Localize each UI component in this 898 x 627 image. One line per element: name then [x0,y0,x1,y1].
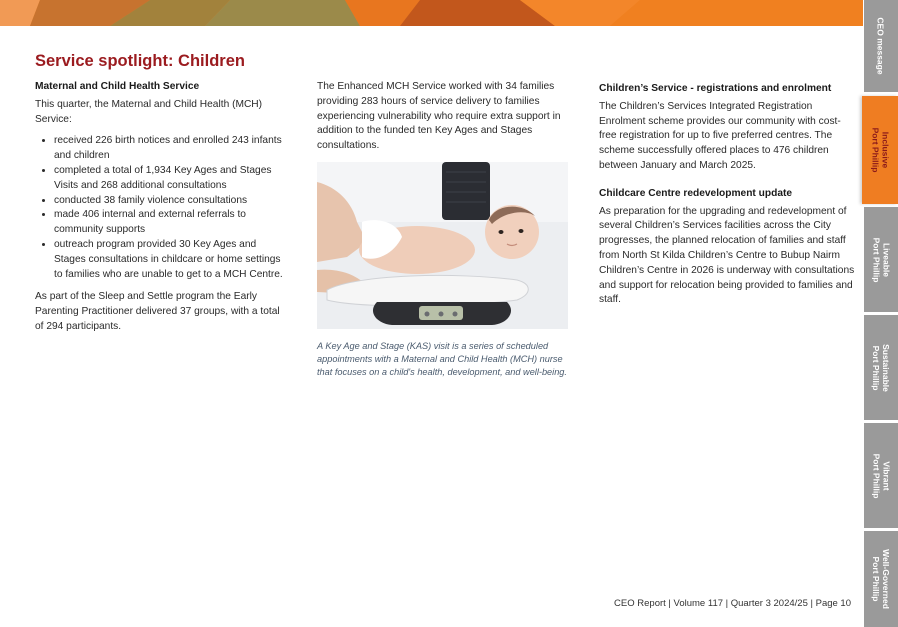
mch-bullet-key-ages-visits: • completed a total of 1,934 Key Ages and Stages Visits and 268 additional consultations [54,164,285,194]
enhanced-mch-paragraph: The Enhanced MCH Service worked with 34 families providing 283 hours of service delivery to families experiencing vulnerability who require extra support in addition to the funded ten Key Ages and Stages consultations. [317,81,561,152]
banner-graphic [0,0,872,26]
redevelopment-heading: Childcare Centre redevelopment update [599,187,793,199]
mch-bullet-list [35,134,285,282]
baby-on-scale-photo [317,162,568,329]
mch-intro: This quarter, the Maternal and Child Health (MCH) Service: [35,98,263,125]
keyboard-icon [442,162,490,220]
photo-caption: A Key Age and Stage (KAS) visit is a series of scheduled appointments with a Maternal and Child Health (MCH) nurse that focuses on a child's health, development, and well-being. [317,340,567,377]
registrations-heading: Children’s Service - registrations and enrolment [599,83,832,94]
tab-inclusive-port-phillip[interactable] [862,96,898,204]
page-footer: CEO Report | Volume 117 | Quarter 3 2024/25 | Page 10 [614,598,851,609]
tab-vibrant-port-phillip[interactable] [864,423,898,528]
tab-sustainable-port-phillip[interactable] [864,315,898,420]
section-title: Service spotlight: Children [35,52,245,70]
mch-bullet-birth-notices: • received 226 birth notices and enrolled 243 infants and children [54,134,285,164]
tab-vibrant-label: Vibrant Port Phillip [871,453,891,498]
mch-bullet-family-violence: • conducted 38 family violence consultations [54,194,285,209]
tab-sustainable-label: Sustainable Port Phillip [871,343,891,392]
tab-ceo-message[interactable] [864,0,898,92]
tab-liveable-port-phillip[interactable] [864,207,898,312]
registrations-paragraph: The Children’s Services Integrated Registration Enrolment scheme provides our community with cost-free registration for up to five preferred centres. The scheme successfully offered places to 476 children between January and March 2025. [599,100,841,171]
column-childrens-service [599,82,857,308]
header-banner [0,0,872,26]
mch-bullet-referrals: • made 406 internal and external referrals to community supports [54,208,285,238]
column-mch [35,80,285,335]
mch-heading: Maternal and Child Health Service [35,81,200,92]
mch-bullet-outreach: • outreach program provided 30 Key Ages and Stages consultations in childcare or home settings to families who are unable to get to a MCH Centre. [54,238,285,282]
tab-liveable-label: Liveable Port Phillip [871,237,891,282]
column-enhanced-mch [317,80,568,379]
tab-ceo-message-label: CEO message [876,17,887,75]
tab-well-governed-port-phillip[interactable] [864,531,898,627]
redevelopment-paragraph: As preparation for the upgrading and redevelopment of several Children’s Services facilities across the City progresses, the planned relocation of families and staff from North St Kilda Children’s Centre to Bubup Nairm Children’s Centre in 2026 is underway with consultations and support for relocation being provided to families and staff. [599,205,855,306]
side-tabs [863,0,898,627]
tab-inclusive-label: Inclusive Port Phillip [870,127,890,173]
sleep-settle-paragraph: As part of the Sleep and Settle program the Early Parenting Practitioner delivered 37 groups, with a total of 294 participants. [35,291,280,332]
tab-well-governed-label: Well-Governed Port Phillip [871,549,892,609]
